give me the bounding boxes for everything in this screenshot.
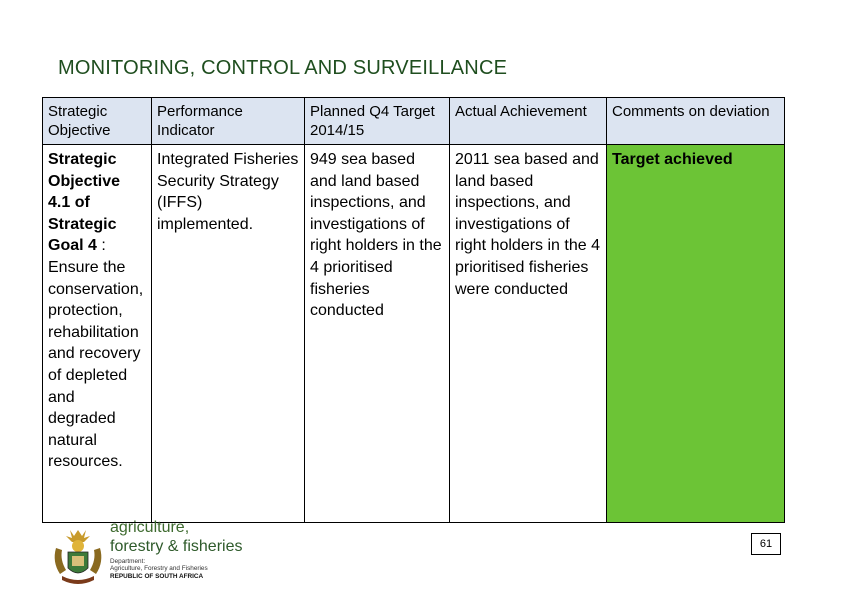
performance-table	[42, 97, 785, 523]
cell-strategic-objective	[43, 145, 152, 523]
header-actual-achievement: Actual Achievement	[450, 98, 607, 145]
header-comments: Comments on deviation	[607, 98, 785, 145]
department-name-line2: forestry & fisheries	[110, 538, 243, 555]
table-row	[43, 145, 785, 523]
department-name	[110, 518, 242, 556]
table-header-row	[43, 98, 785, 145]
objective-description: Ensure the conservation, protection, rehabilitation and recovery of depleted and degraded natural resources.	[48, 258, 144, 471]
header-performance-indicator: Performance Indicator	[152, 98, 305, 145]
header-planned-target: Planned Q4 Target 2014/15	[305, 98, 450, 145]
department-subtitle	[110, 558, 208, 580]
header-strategic-objective: Strategic Objective	[43, 98, 152, 145]
objective-separator: :	[96, 237, 106, 255]
objective-reference: Strategic Objective 4.1 of Strategic Goal 4	[48, 151, 121, 255]
page-number: 61	[751, 533, 781, 555]
cell-performance-indicator: Integrated Fisheries Security Strategy (IFFS) implemented.	[152, 145, 305, 523]
cell-planned-target: 949 sea based and land based inspections, and investigations of right holders in the 4 prioritised fisheries conducted	[305, 145, 450, 523]
department-sub-line1: Department:	[110, 558, 146, 565]
department-sub-line3: REPUBLIC OF SOUTH AFRICA	[110, 572, 204, 580]
department-name-line1: agriculture,	[110, 519, 190, 536]
department-sub-line2: Agriculture, Forestry and Fisheries	[110, 565, 208, 573]
cell-actual-achievement: 2011 sea based and land based inspections, and investigations of right holders in the 4 prioritised fisheries were conducted	[450, 145, 607, 523]
cell-comment: Target achieved	[607, 145, 785, 523]
page-title: MONITORING, CONTROL AND SURVEILLANCE	[58, 57, 508, 79]
